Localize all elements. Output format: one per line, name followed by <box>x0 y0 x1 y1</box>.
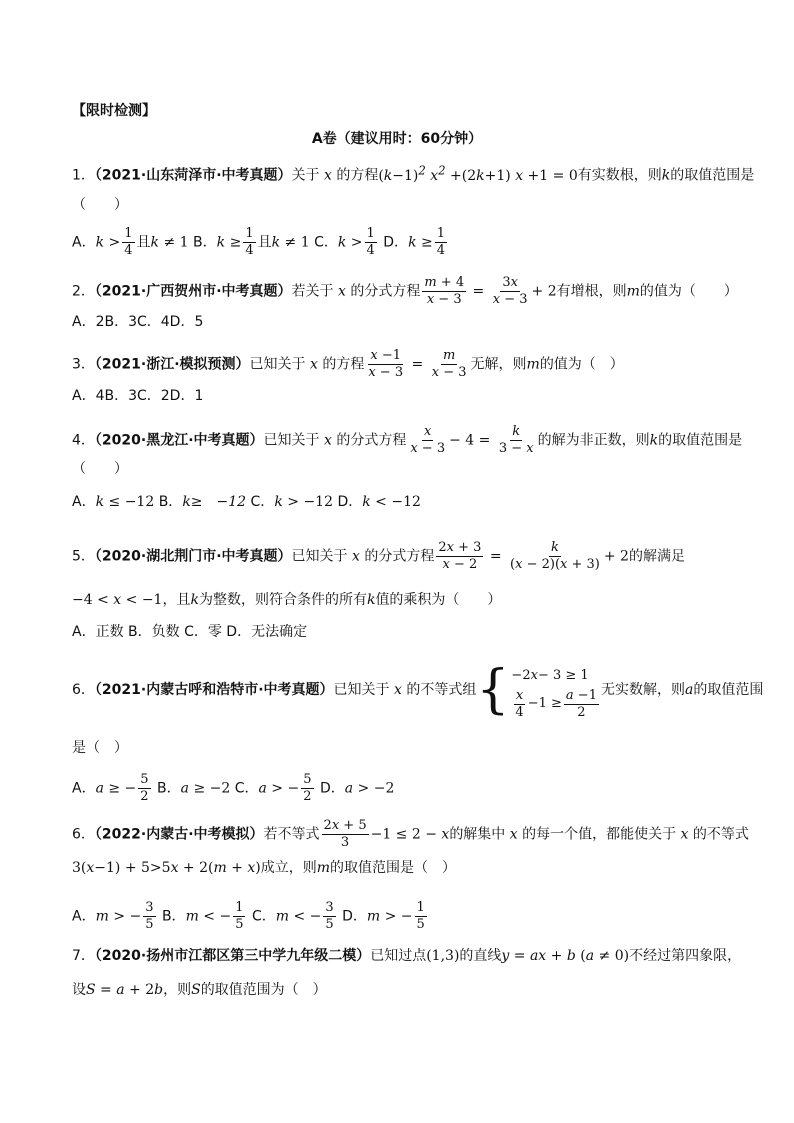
question-source: （2021·内蒙古呼和浩特市·中考真题） <box>94 682 334 698</box>
options-q1: A．k > $\frac{1}{4}$ 且k ≠ 1 B．k ≥ $\frac{1}{4}$ 且k ≠ 1 C．k > $\frac{1}{4}$ D．k ≥ $\frac{1}{4}$ <box>72 226 446 258</box>
answer-paren: （ ） <box>72 197 128 213</box>
question-source: （2022·内蒙古·中考模拟） <box>94 826 264 843</box>
question-6b-cont: 3(x−1) + 5>5x + 2(m + x)成立，则m的取值范围是（ ） <box>72 860 457 876</box>
question-7-cont: 设S = a + 2b，则S的取值范围为（ ） <box>72 982 327 998</box>
question-source: （2021·山东菏泽市·中考真题） <box>94 167 292 184</box>
question-6b: 6．（2022·内蒙古·中考模拟）若不等式 $\frac{2x + 5}{3}$ −1 ≤ 2 − x的解集中 x 的每一个值，都能使关于 x 的不等式 <box>72 818 749 850</box>
options-q5: A．正数 B．负数 C．零 D．无法确定 <box>72 624 308 640</box>
question-source: （2021·广西贺州市·中考真题） <box>94 283 292 300</box>
answer-paren: （ ） <box>72 461 128 477</box>
options-q2: A．2B．3C．4D．5 <box>72 314 204 330</box>
question-1: 1．（2021·山东菏泽市·中考真题）关于 x 的方程$(k-1)^2$ $x^2 +(2k+1)$ x +1 = 0有实数根，则k的取值范围是 <box>72 163 755 184</box>
question-source: （2020·扬州市江都区第三中学九年级二模） <box>94 948 371 964</box>
question-7: 7．（2020·扬州市江都区第三中学九年级二模）已知过点(1,3)的直线y = ax + b (a ≠ 0)不经过第四象限， <box>72 948 742 964</box>
question-4: 4．（2020·黑龙江·中考真题）已知关于 x 的分式方程 $\frac{x}{x - 3}$ − 4 = $\frac{k}{3 - x}$ 的解为非正数，则k的取值范围是 <box>72 424 743 456</box>
options-q6: A．a ≥ − $\frac{5}{2}$ B．a ≥ −2 C．a > − $\frac{5}{2}$ D．a > −2 <box>72 772 395 804</box>
question-source: （2020·湖北荆门市·中考真题） <box>94 548 292 565</box>
section-title: A卷（建议用时：60分钟） <box>311 131 483 147</box>
equation: $(k-1)^2$ $x^2 +(2k+1)$ x +1 = 0 <box>378 163 578 184</box>
question-5: 5．（2020·湖北荆门市·中考真题）已知关于 x 的分式方程 $\frac{2x + 3}{x - 2}$ = $\frac{k}{(x - 2)(x + 3)}$ + 2的解满足 <box>72 540 685 572</box>
question-6: 6．（2021·内蒙古呼和浩特市·中考真题）已知关于 x 的不等式组{ −2 x − 3 ≥ 1 $\frac{x}{4}$ −1 ≥ $\frac{a -1}{2}$ 无实数解，则a的取值范围 <box>72 660 764 720</box>
options-q6b: A．m > − $\frac{3}{5}$ B．m < − $\frac{1}{5}$ C．m < − $\frac{3}{5}$ D．m > − $\frac{1}{5}$ <box>72 900 425 932</box>
section-header: 【限时检测】 <box>72 103 156 119</box>
question-source: （2021·浙江·模拟预测） <box>94 356 250 373</box>
question-5-cont: −4 < x < −1，且k为整数，则符合条件的所有k值的乘积为（ ） <box>72 592 502 608</box>
question-3: 3．（2021·浙江·模拟预测）已知关于 x 的方程 $\frac{x -1}{x - 3}$ = $\frac{m}{x - 3}$ 无解，则m的值为（ ） <box>72 348 624 380</box>
question-2: 2．（2021·广西贺州市·中考真题）若关于 x 的分式方程 $\frac{m + 4}{x - 3}$ = $\frac{3x}{x - 3}$ + 2有增根，则m的值为（ ） <box>72 275 738 307</box>
question-6-cont: 是（ ） <box>72 740 128 756</box>
question-source: （2020·黑龙江·中考真题） <box>94 432 264 449</box>
options-q4: A．k ≤ −12 B．k≥ −12 C．k > −12 D．k < −12 <box>72 494 421 510</box>
options-q3: A．4B．3C．2D．1 <box>72 388 204 404</box>
